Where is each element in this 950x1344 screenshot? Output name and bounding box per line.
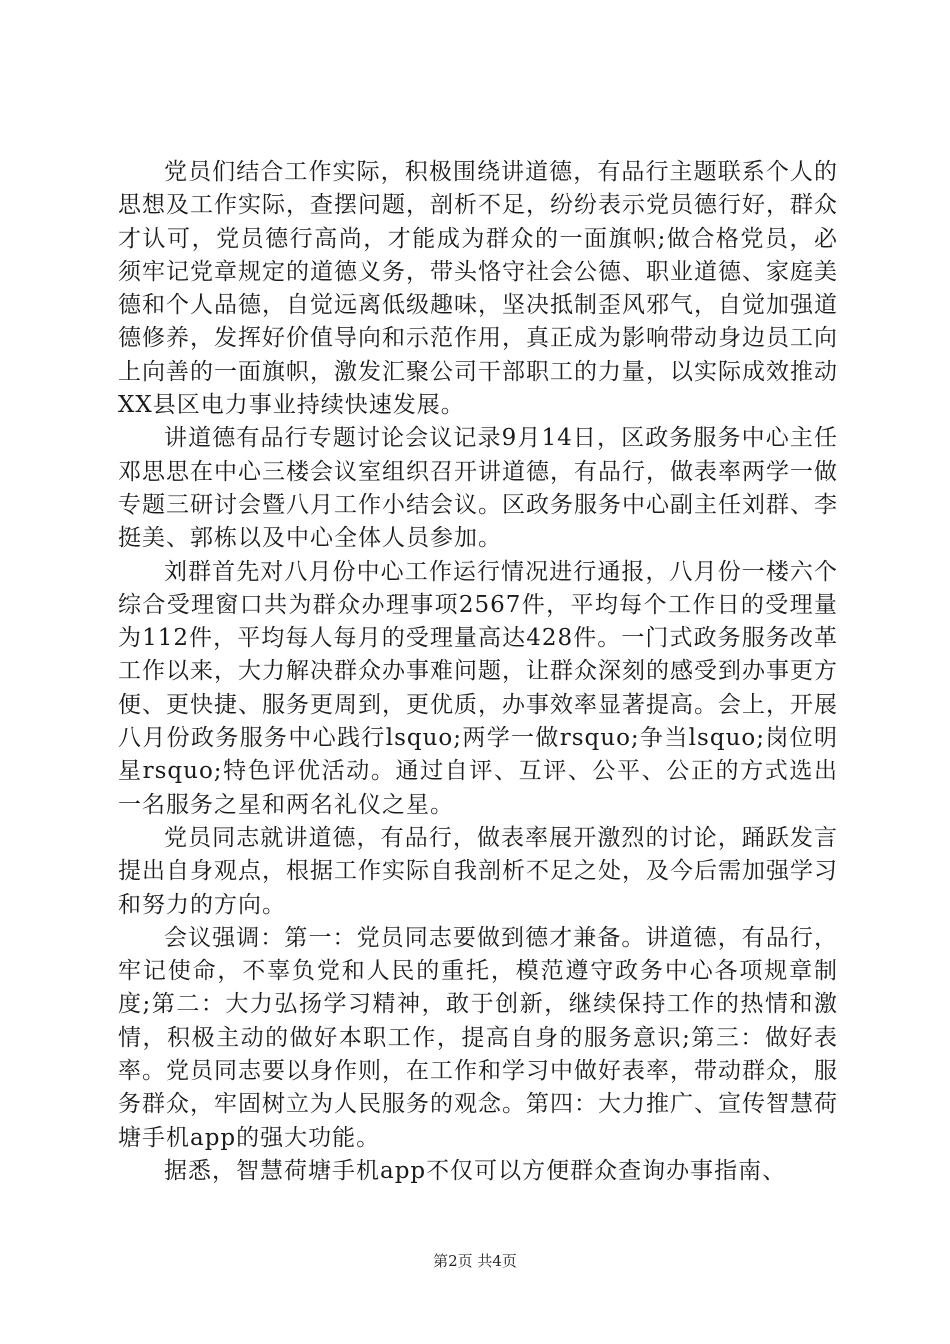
paragraph-1: 党员们结合工作实际，积极围绕讲道德，有品行主题联系个人的思想及工作实际，查摆问题，剖析不足，纷纷表示党员德行好，群众才认可，党员德行高尚，才能成为群众的一面旗帜;做合格党员，必须牢记党章规定的道德义务，带头恪守社会公德、职业道德、家庭美德和个人品德，自觉远离低级趣味，坚决抵制歪风邪气，自觉加强道德修养，发挥好价值导向和示范作用，真正成为影响带动身边员工向上向善的一面旗帜，激发汇聚公司干部职工的力量，以实际成效推动XX县区电力事业持续快速发展。 <box>118 159 838 419</box>
paragraph-6: 据悉，智慧荷塘手机app不仅可以方便群众查询办事指南、 <box>164 1157 787 1184</box>
paragraph-4: 党员同志就讲道德，有品行，做表率展开激烈的讨论，踊跃发言提出自身观点，根据工作实际自我剖析不足之处，及今后需加强学习和努力的方向。 <box>118 824 838 918</box>
paragraph-3: 刘群首先对八月份中心工作运行情况进行通报，八月份一楼六个综合受理窗口共为群众办理事项2567件，平均每个工作日的受理量为112件，平均每人每月的受理量高达428件。一门式政务服务改革工作以来，大力解决群众办事难问题，让群众深刻的感受到办事更方便、更快捷、服务更周到，更优质，办事效率显著提高。会上，开展八月份政务服务中心践行lsquo;两学一做rsquo;争当lsquo;岗位明星rsquo;特色评优活动。通过自评、互评、公平、公正的方式选出一名服务之星和两名礼仪之星。 <box>118 558 838 818</box>
page-footer: 第2页 共4页 <box>433 1252 517 1270</box>
document-body <box>118 156 838 1188</box>
paragraph-2: 讲道德有品行专题讨论会议记录9月14日，区政务服务中心主任邓思思在中心三楼会议室组织召开讲道德，有品行，做表率两学一做专题三研讨会暨八月工作小结会议。区政务服务中心副主任刘群、李挺美、郭栋以及中心全体人员参加。 <box>118 425 838 552</box>
paragraph-5: 会议强调：第一：党员同志要做到德才兼备。讲道德，有品行，牢记使命，不辜负党和人民的重托，模范遵守政务中心各项规章制度;第二：大力弘扬学习精神，敢于创新，继续保持工作的热情和激情，积极主动的做好本职工作，提高自身的服务意识;第三：做好表率。党员同志要以身作则，在工作和学习中做好表率，带动群众，服务群众，牢固树立为人民服务的观念。第四：大力推广、宣传智慧荷塘手机app的强大功能。 <box>118 924 838 1151</box>
